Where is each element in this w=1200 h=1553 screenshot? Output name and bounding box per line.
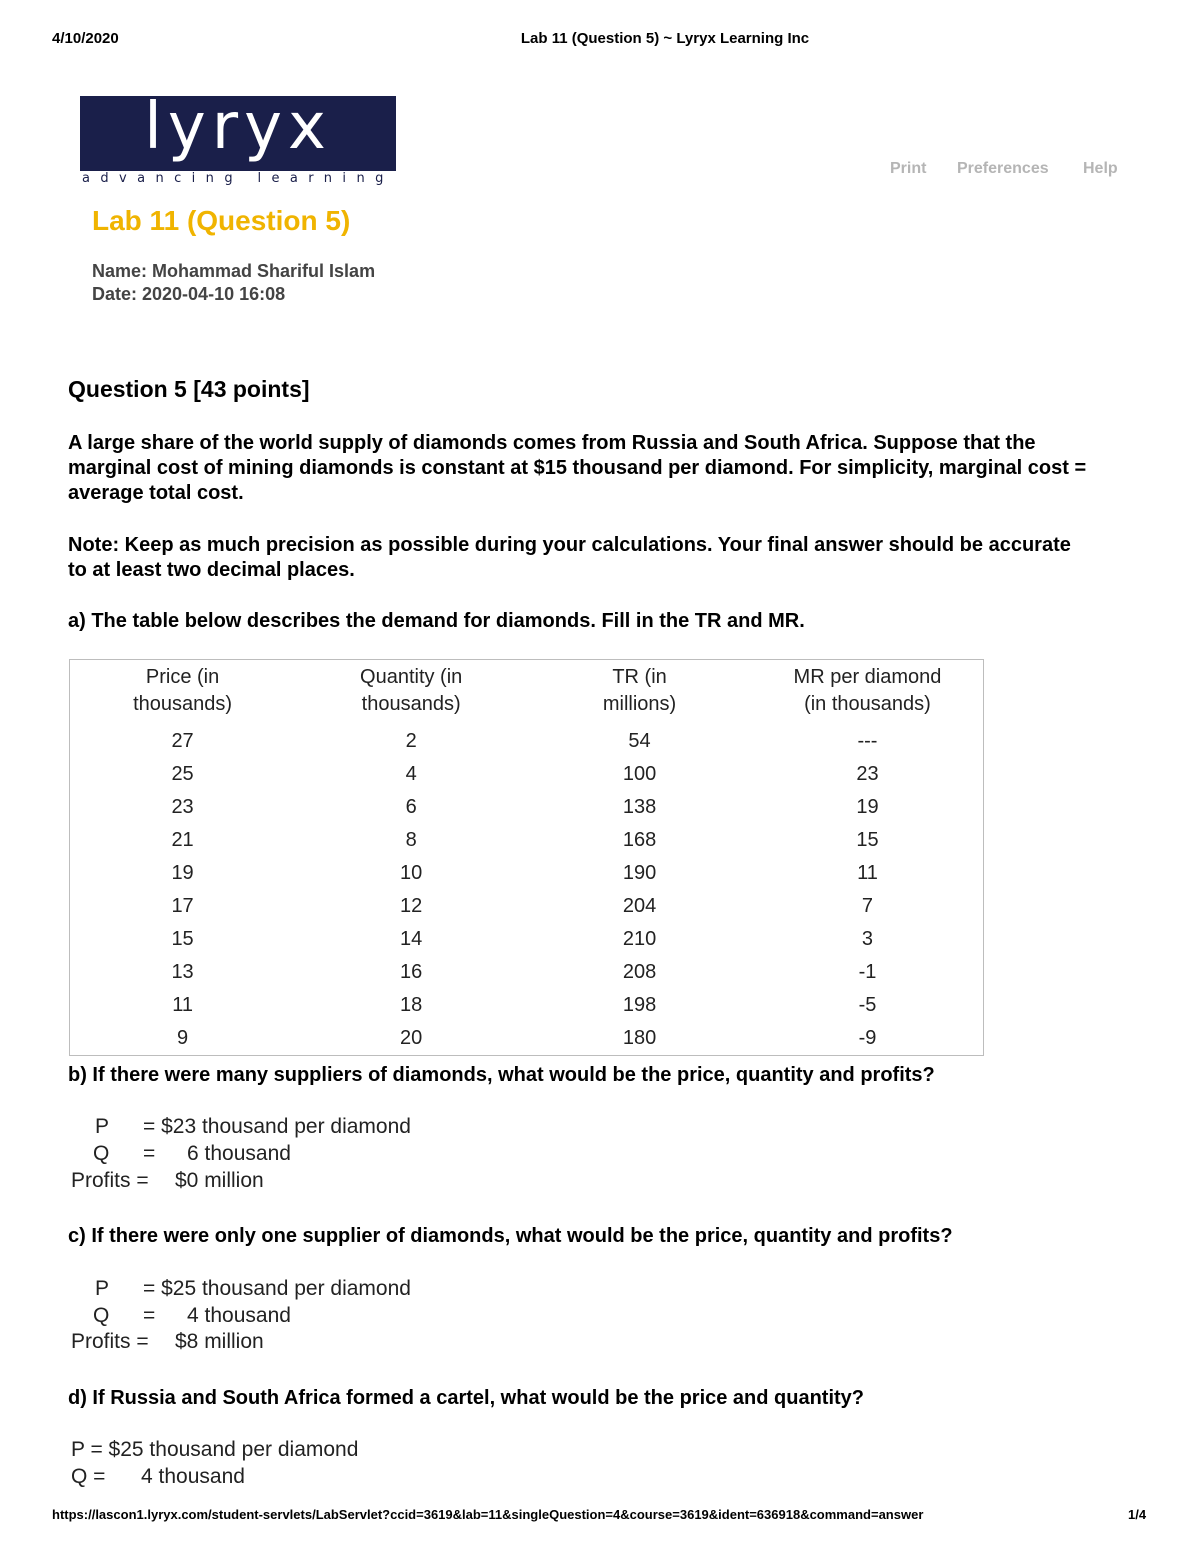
c-quantity-eq: = — [143, 1304, 156, 1327]
price-cell: 25 — [171, 763, 194, 785]
quantity-cell: 20 — [400, 1027, 423, 1049]
tr-cell: 54 — [628, 730, 651, 752]
quantity-cell: 8 — [405, 829, 417, 851]
intro-line: average total cost. — [68, 482, 244, 504]
tr-cell: 180 — [622, 1027, 657, 1049]
b-profits-answer: $0 million — [175, 1169, 264, 1192]
submission-date: Date: 2020-04-10 16:08 — [92, 284, 286, 304]
b-price-answer: = $23 thousand per diamond — [143, 1115, 411, 1138]
intro-line: marginal cost of mining diamonds is constant at $15 thousand per diamond. For simplicity, marginal cost = — [68, 457, 1087, 479]
b-quantity-label: Q — [93, 1142, 110, 1165]
table-row — [70, 956, 984, 989]
c-quantity-answer: 4 thousand — [187, 1304, 291, 1327]
price-cell: 23 — [171, 796, 194, 818]
page-number: 1/4 — [1128, 1507, 1147, 1522]
print-link[interactable]: Print — [890, 160, 927, 177]
table-header-row — [70, 660, 984, 726]
tr-cell: 168 — [622, 829, 657, 851]
tr-cell: 138 — [622, 796, 657, 818]
price-cell: 19 — [171, 862, 194, 884]
table-row — [70, 923, 984, 956]
c-profits-answer: $8 million — [175, 1330, 264, 1353]
question-intro — [68, 431, 1138, 506]
column-header-quantity: Quantity (in thousands) — [360, 666, 463, 715]
column-header-tr: TR (in millions) — [602, 666, 677, 715]
price-cell: 21 — [171, 829, 194, 851]
quantity-cell: 10 — [400, 862, 423, 884]
quantity-cell: 2 — [405, 730, 417, 752]
logo-tagline: advancing learning — [80, 171, 396, 187]
precision-note — [68, 533, 1138, 583]
column-header-mr: MR per diamond (in thousands) — [793, 666, 942, 715]
lyryx-logo — [80, 90, 396, 186]
c-quantity-label: Q — [93, 1304, 110, 1327]
b-profits-label: Profits = — [71, 1169, 149, 1192]
student-name: Name: Mohammad Shariful Islam — [92, 261, 376, 281]
mr-cell: 11 — [857, 862, 878, 884]
part-d-prompt: d) If Russia and South Africa formed a cartel, what would be the price and quantity? — [68, 1387, 865, 1409]
d-quantity-answer: 4 thousand — [141, 1465, 245, 1488]
b-price-label: P — [95, 1115, 110, 1138]
c-price-label: P — [95, 1277, 110, 1300]
tr-cell: 210 — [622, 928, 657, 950]
demand-table — [69, 659, 984, 1056]
part-b-prompt: b) If there were many suppliers of diamonds, what would be the price, quantity and profits? — [68, 1064, 935, 1086]
c-price-answer: = $25 thousand per diamond — [143, 1277, 411, 1300]
mr-cell: -9 — [858, 1027, 877, 1049]
table-row — [70, 890, 984, 923]
preferences-link[interactable]: Preferences — [957, 160, 1049, 177]
lab-title: Lab 11 (Question 5) — [92, 205, 351, 236]
mr-cell: 19 — [856, 796, 879, 818]
b-quantity-answer: 6 thousand — [187, 1142, 291, 1165]
logo-wordmark: lyryx — [144, 90, 332, 164]
question-heading: Question 5 [43 points] — [68, 376, 310, 402]
note-text: to at least two decimal places. — [68, 559, 355, 581]
print-title: Lab 11 (Question 5) ~ Lyryx Learning Inc — [520, 30, 810, 47]
b-quantity-eq: = — [143, 1142, 156, 1165]
note-label: Note: — [68, 534, 120, 556]
quantity-cell: 18 — [400, 994, 423, 1016]
table-row — [70, 1022, 984, 1056]
help-link[interactable]: Help — [1083, 160, 1118, 177]
mr-cell: --- — [857, 730, 878, 752]
part-a-prompt: a) The table below describes the demand for diamonds. Fill in the TR and MR. — [68, 610, 805, 632]
mr-cell: 15 — [856, 829, 879, 851]
quantity-cell: 14 — [400, 928, 423, 950]
quantity-cell: 12 — [400, 895, 423, 917]
quantity-cell: 16 — [400, 961, 423, 983]
intro-line: A large share of the world supply of diamonds comes from Russia and South Africa. Suppose that the — [68, 432, 1036, 454]
part-c-prompt: c) If there were only one supplier of diamonds, what would be the price, quantity and profits? — [68, 1225, 953, 1247]
table-row — [70, 857, 984, 890]
tr-cell: 190 — [622, 862, 657, 884]
c-profits-label: Profits = — [71, 1330, 149, 1353]
column-header-price: Price (in thousands) — [133, 666, 233, 715]
mr-cell: 7 — [861, 895, 874, 917]
table-row — [70, 989, 984, 1022]
print-url: https://lascon1.lyryx.com/student-servlets/LabServlet?ccid=3619&lab=11&singleQuestion=4&course=3619&ident=636918&command=answer — [52, 1507, 924, 1522]
price-cell: 15 — [171, 928, 194, 950]
price-cell: 11 — [172, 994, 193, 1016]
price-cell: 9 — [177, 1027, 189, 1049]
d-price-answer: P = $25 thousand per diamond — [71, 1438, 359, 1461]
tr-cell: 198 — [622, 994, 657, 1016]
price-cell: 27 — [171, 730, 194, 752]
note-text: Keep as much precision as possible during your calculations. Your final answer should be accurate — [119, 534, 1071, 556]
table-row — [70, 791, 984, 824]
mr-cell: 23 — [856, 763, 879, 785]
quantity-cell: 4 — [405, 763, 417, 785]
table-row — [70, 824, 984, 857]
table-row — [70, 725, 984, 758]
print-date: 4/10/2020 — [52, 30, 119, 47]
quantity-cell: 6 — [405, 796, 417, 818]
mr-cell: -1 — [858, 961, 877, 983]
mr-cell: -5 — [858, 994, 877, 1016]
price-cell: 17 — [171, 895, 194, 917]
d-quantity-label: Q = — [71, 1465, 106, 1488]
table-row — [70, 758, 984, 791]
tr-cell: 208 — [622, 961, 657, 983]
tr-cell: 100 — [622, 763, 657, 785]
price-cell: 13 — [171, 961, 194, 983]
tr-cell: 204 — [622, 895, 657, 917]
mr-cell: 3 — [861, 928, 874, 950]
